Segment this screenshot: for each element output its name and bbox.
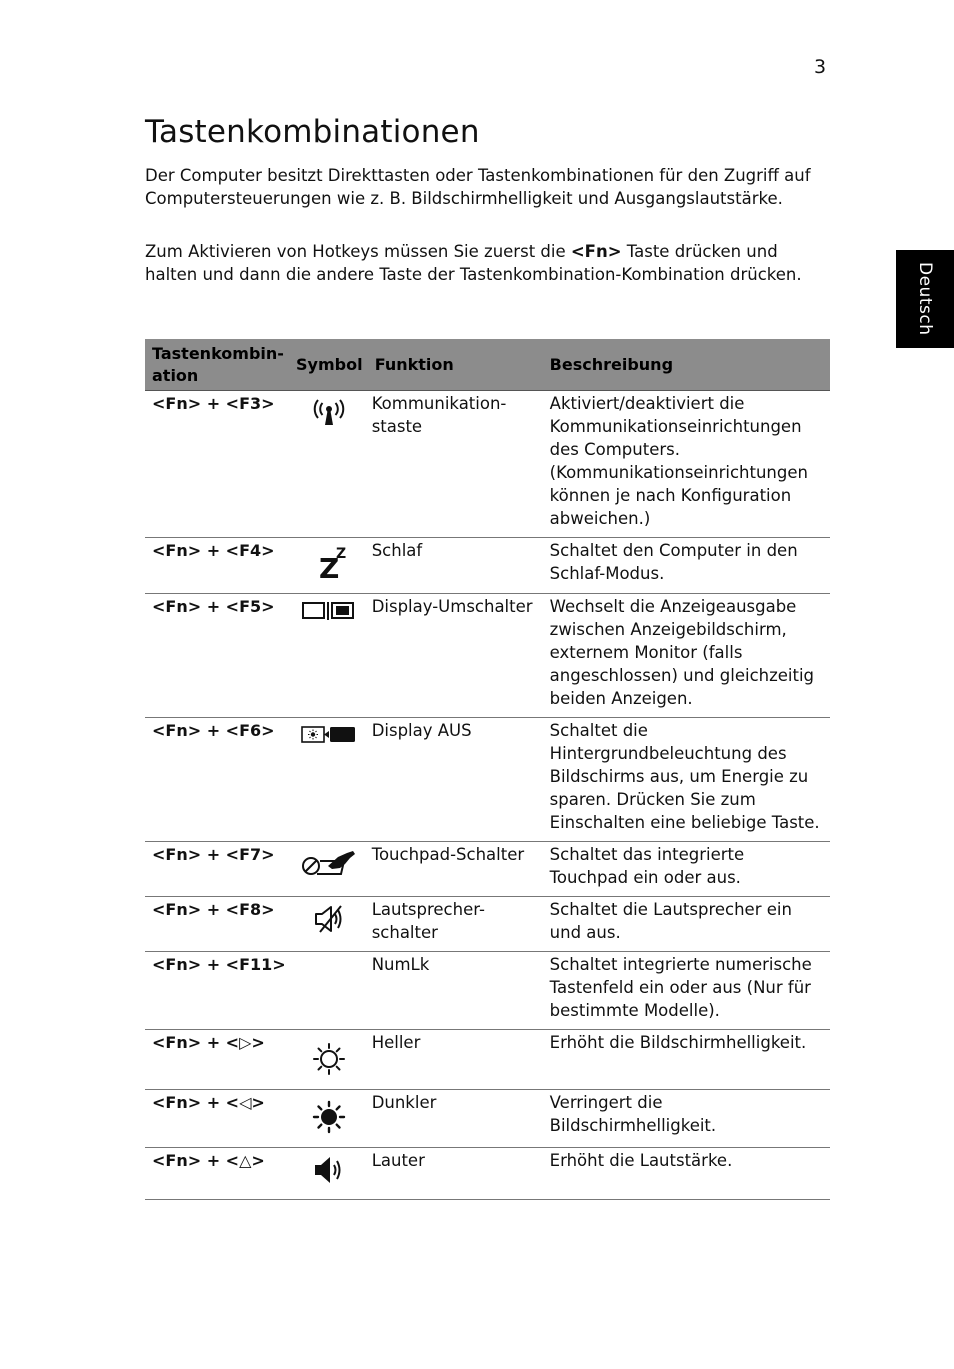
key-combination: <Fn> + <F8> (145, 897, 291, 952)
table-row (145, 1030, 830, 1090)
language-tab-label: Deutsch (915, 262, 935, 336)
header-key-combination: Tastenkombin-ation (145, 339, 291, 391)
instruction-text-after: Taste drücken und halten und dann die andere Taste der Tastenkombination-Kombination drücken. (145, 242, 802, 284)
svg-text:Z: Z (319, 552, 340, 580)
intro-paragraph: Der Computer besitzt Direkttasten oder Tastenkombinationen für den Zugriff auf Computersteuerungen wie z. B. Bildschirmhelligkeit und Ausgangslautstärke. (145, 166, 811, 208)
page-title: Tastenkombinationen (145, 114, 480, 150)
function-name: NumLk (368, 952, 543, 1030)
display-off-icon (300, 724, 358, 746)
header-function: Funktion (368, 339, 543, 391)
key-combination: <Fn> + <F3> (145, 391, 291, 538)
fn-key-label: <Fn> (570, 242, 622, 261)
function-description: Schaltet das integrierte Touchpad ein oder aus. (543, 842, 830, 897)
function-name: Schlaf (368, 538, 543, 594)
table-row (145, 897, 830, 952)
function-name: Dunkler (368, 1090, 543, 1148)
table-row (145, 1148, 830, 1200)
instruction-text-before: Zum Aktivieren von Hotkeys müssen Sie zuerst die (145, 242, 571, 261)
page-number: 3 (814, 56, 827, 78)
speaker-mute-icon (311, 903, 347, 935)
header-description: Beschreibung (543, 339, 830, 391)
wireless-icon (309, 397, 349, 427)
touchpad-toggle-icon (300, 848, 358, 880)
brightness-up-icon (312, 1042, 346, 1076)
key-combination: <Fn> + <◁> (145, 1090, 291, 1148)
table-row (145, 842, 830, 897)
hotkey-table (145, 339, 830, 1200)
key-combination: <Fn> + <F11> (145, 952, 291, 1030)
key-combination: <Fn> + <F4> (145, 538, 291, 594)
function-name: Heller (368, 1030, 543, 1090)
volume-up-icon (311, 1154, 347, 1186)
display-switch-icon (301, 600, 357, 622)
function-description: Aktiviert/deaktiviert die Kommunikationseinrichtungen des Computers. (Kommunikationseinrichtungen können je nach Konfiguration abweichen.) (543, 391, 830, 538)
function-description: Verringert die Bildschirmhelligkeit. (543, 1090, 830, 1148)
key-combination: <Fn> + <△> (145, 1148, 291, 1200)
function-name: Display-Umschalter (368, 594, 543, 718)
header-symbol: Symbol (291, 339, 368, 391)
table-row (145, 952, 830, 1030)
key-combination: <Fn> + <▷> (145, 1030, 291, 1090)
function-description: Erhöht die Bildschirmhelligkeit. (543, 1030, 830, 1090)
hotkey-instruction-paragraph (145, 240, 835, 286)
table-header-row (145, 339, 830, 391)
sleep-icon (309, 544, 349, 580)
table-row (145, 391, 830, 538)
function-description: Schaltet integrierte numerische Tastenfeld ein oder aus (Nur für bestimmte Modelle). (543, 952, 830, 1030)
key-combination: <Fn> + <F5> (145, 594, 291, 718)
function-description: Erhöht die Lautstärke. (543, 1148, 830, 1200)
brightness-down-icon (312, 1100, 346, 1134)
key-combination: <Fn> + <F6> (145, 718, 291, 842)
function-description: Schaltet den Computer in den Schlaf-Modus. (543, 538, 830, 594)
function-name: Lauter (368, 1148, 543, 1200)
table-row (145, 594, 830, 718)
function-name: Display AUS (368, 718, 543, 842)
svg-text:Z: Z (336, 546, 347, 562)
table-row (145, 718, 830, 842)
function-description: Schaltet die Hintergrundbeleuchtung des Bildschirms aus, um Energie zu sparen. Drücken Sie zum Einschalten eine beliebige Taste. (543, 718, 830, 842)
table-row (145, 538, 830, 594)
empty-symbol-cell (291, 952, 368, 1030)
table-row (145, 1090, 830, 1148)
function-description: Wechselt die Anzeigeausgabe zwischen Anzeigebildschirm, externem Monitor (falls angeschlossen) und gleichzeitig beiden Anzeigen. (543, 594, 830, 718)
language-tab (896, 250, 954, 348)
key-combination: <Fn> + <F7> (145, 842, 291, 897)
function-name: Touchpad-Schalter (368, 842, 543, 897)
function-description: Schaltet die Lautsprecher ein und aus. (543, 897, 830, 952)
function-name: Kommunikation-staste (368, 391, 543, 538)
function-name: Lautsprecher-schalter (368, 897, 543, 952)
